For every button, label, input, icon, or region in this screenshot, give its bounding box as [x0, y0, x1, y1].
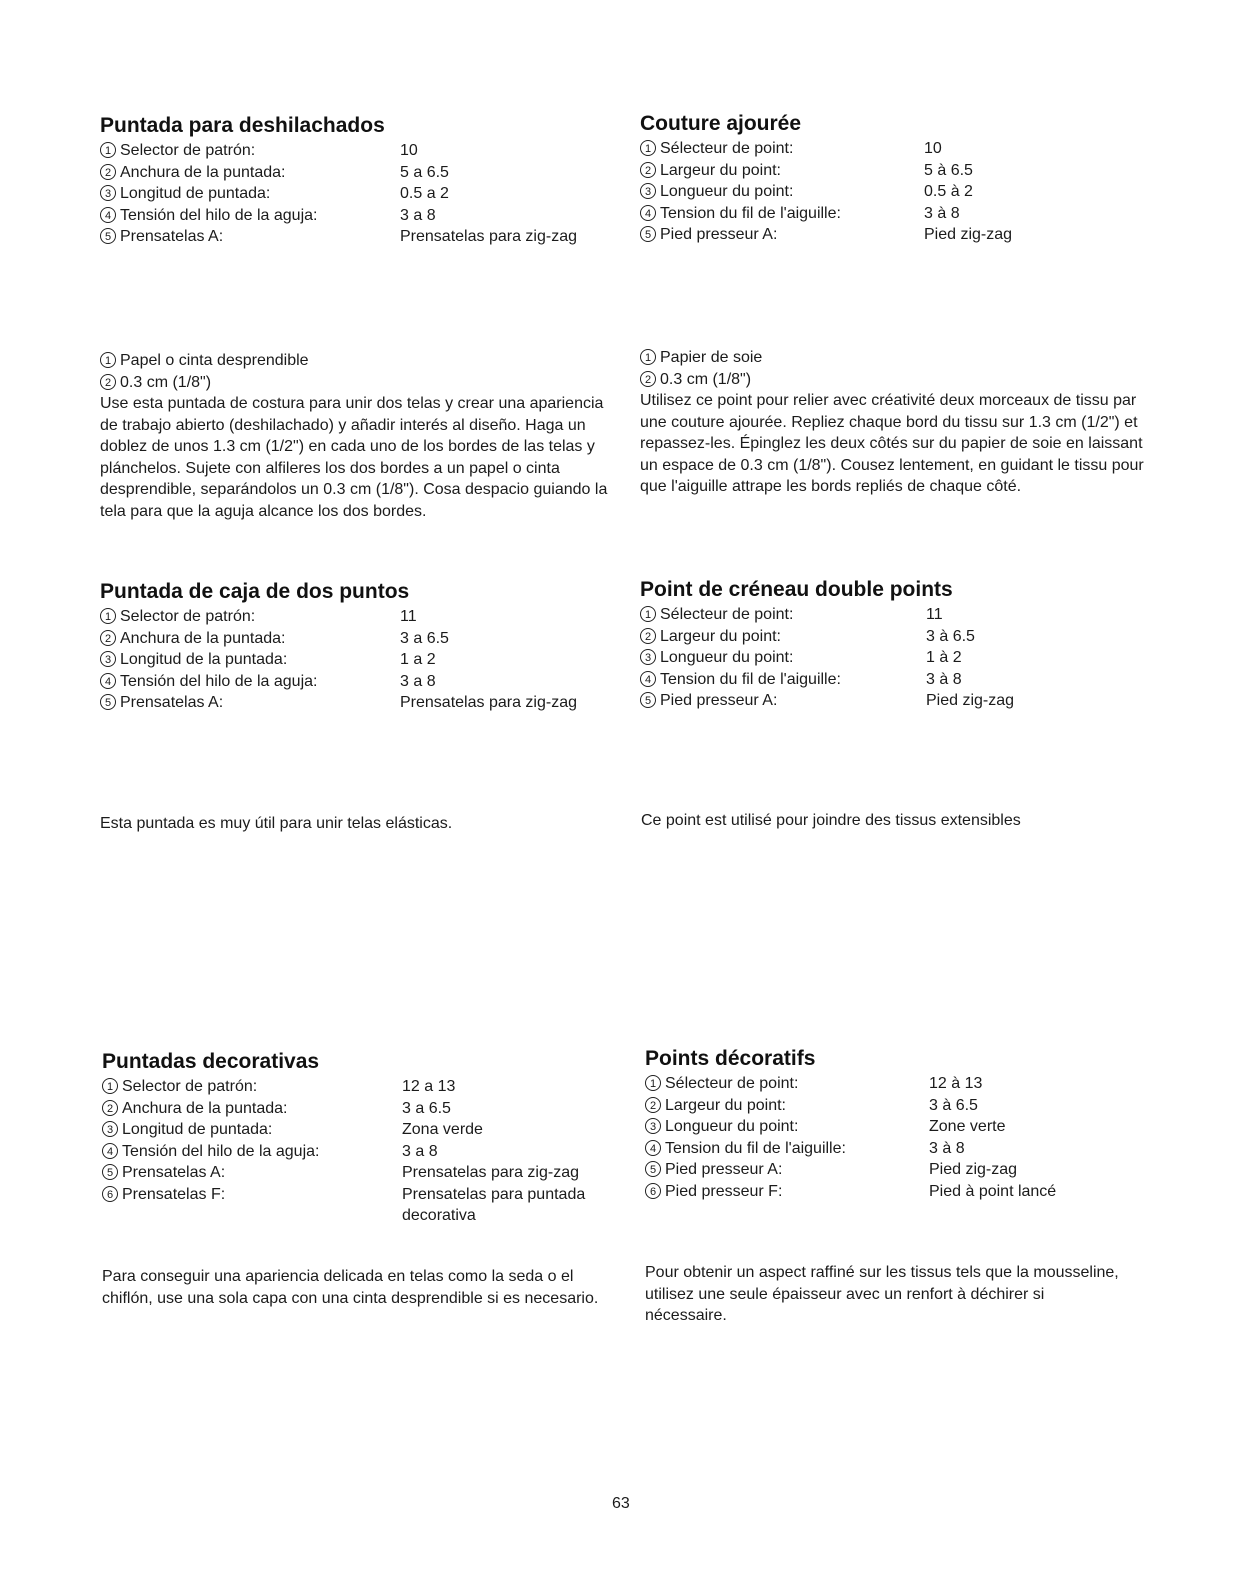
- setting-row: [102, 1162, 622, 1184]
- setting-row: [640, 604, 1160, 626]
- setting-row: [100, 606, 620, 628]
- body-text-es-decorativas: Para conseguir una apariencia delicada en telas como la seda o el chiflón, use una sola capa con una cinta desprendible si es necesario.: [102, 1268, 599, 1307]
- setting-row: [100, 205, 620, 227]
- body-text-fr-decoratifs: Pour obtenir un aspect raffiné sur les tissus tels que la mousseline, utilisez une seule épaisseur avec un renfort à déchirer si nécessaire.: [645, 1264, 1119, 1324]
- setting-value: 3 à 6.5: [929, 1096, 978, 1114]
- circled-number: 2: [645, 1097, 661, 1113]
- setting-row: [640, 669, 1160, 691]
- setting-row: [640, 160, 1160, 182]
- setting-label: Anchura de la puntada:: [120, 629, 286, 647]
- setting-label: Largeur du point:: [665, 1096, 786, 1114]
- setting-value: Pied à point lancé: [929, 1182, 1057, 1200]
- setting-row: [100, 183, 620, 205]
- setting-label: Prensatelas A:: [120, 228, 224, 245]
- note-text: 0.3 cm (1/8"): [120, 373, 212, 391]
- body-text: Utilisez ce point pour relier avec créativité deux morceaux de tissu par une couture ajourée. Repliez chaque bord du tissu sur 1.3 cm (1/2") et repassez-les. Épinglez les deux côtés sur du papier de soie en laissant un espace de 0.3 cm (1/8"). Cousez lentement, en guidant le tissu pour que l'aiguille attrape les bords repliés de chaque côté.: [640, 392, 1144, 495]
- setting-row: [645, 1095, 1165, 1117]
- setting-value: 1 a 2: [400, 651, 436, 668]
- circled-number: 6: [102, 1186, 118, 1202]
- circled-number: 5: [640, 226, 656, 242]
- setting-row: [102, 1184, 622, 1227]
- setting-value: Prensatelas para zig-zag: [400, 228, 577, 245]
- setting-label: Longueur du point:: [660, 649, 794, 666]
- section-title: Points décoratifs: [645, 1047, 816, 1070]
- circled-number: 4: [100, 207, 116, 223]
- notes-list: [640, 347, 1164, 390]
- section-title: Puntada para deshilachados: [100, 114, 385, 137]
- section-fr-decoratifs: [645, 1047, 1165, 1202]
- setting-value: 3 à 8: [929, 1139, 965, 1157]
- setting-value: 12 à 13: [929, 1075, 983, 1092]
- body-text: Use esta puntada de costura para unir dos telas y crear una apariencia de trabajo abierto (deshilachado) y añadir interés al diseño. Haga un doblez de unos 1.3 cm (1/2") en cada uno de los bordes de las telas y plánchelos. Sujete con alfileres los dos bordes a un papel o cinta desprendible, separándolos un 0.3 cm (1/8"). Cosa despacio guiando la tela para que la aguja alcance los dos bordes.: [100, 395, 608, 520]
- setting-row: [640, 626, 1160, 648]
- setting-label: Prensatelas F:: [122, 1185, 226, 1203]
- setting-label: Tension du fil de l'aiguille:: [660, 204, 841, 222]
- setting-label: Pied presseur F:: [665, 1182, 783, 1200]
- circled-number: 2: [640, 371, 656, 387]
- setting-value: 11: [926, 606, 943, 623]
- setting-label: Selector de patrón:: [120, 608, 256, 625]
- circled-number: 5: [645, 1161, 661, 1177]
- settings-list: [640, 604, 1160, 712]
- setting-value: Zone verte: [929, 1118, 1006, 1135]
- settings-list: [640, 138, 1160, 246]
- setting-label: Selector de patrón:: [120, 142, 256, 159]
- note-text: 0.3 cm (1/8"): [660, 370, 752, 388]
- setting-row: [102, 1141, 622, 1163]
- circled-number: 6: [645, 1183, 661, 1199]
- circled-number: 2: [100, 374, 116, 390]
- setting-row: [102, 1076, 622, 1098]
- notes-es-deshilachados: [100, 350, 622, 522]
- setting-label: Tensión del hilo de la aguja:: [120, 206, 318, 224]
- setting-value: 3 a 8: [402, 1142, 438, 1160]
- note-row: [640, 347, 1164, 369]
- setting-row: [645, 1073, 1165, 1095]
- circled-number: 3: [102, 1121, 118, 1137]
- setting-row: [100, 692, 620, 714]
- setting-value: 1 à 2: [926, 649, 962, 666]
- circled-number: 2: [100, 630, 116, 646]
- note-text: Papier de soie: [660, 349, 763, 366]
- setting-value: 3 a 8: [400, 672, 436, 690]
- section-title: Point de créneau double points: [640, 578, 953, 601]
- section-es-deshilachados: [100, 114, 620, 248]
- page-number: 63: [612, 1495, 630, 1512]
- circled-number: 1: [102, 1078, 118, 1094]
- setting-row: [645, 1116, 1165, 1138]
- setting-value: 11: [400, 608, 417, 625]
- body-text-fr-creneau: Ce point est utilisé pour joindre des tissus extensibles: [641, 812, 1021, 829]
- setting-label: Tensión del hilo de la aguja:: [120, 672, 318, 690]
- setting-value: 3 à 8: [926, 670, 962, 688]
- setting-value: Pied zig-zag: [929, 1161, 1018, 1178]
- setting-label: Anchura de la puntada:: [120, 163, 286, 181]
- setting-value: 12 a 13: [402, 1078, 456, 1095]
- setting-value: Pied zig-zag: [924, 226, 1013, 243]
- setting-value: 3 à 6.5: [926, 627, 975, 645]
- circled-number: 2: [640, 628, 656, 644]
- setting-label: Largeur du point:: [660, 161, 781, 179]
- settings-list: [100, 140, 620, 248]
- setting-value: 3 a 6.5: [402, 1099, 451, 1117]
- setting-label: Largeur du point:: [660, 627, 781, 645]
- setting-label: Prensatelas A:: [120, 694, 224, 711]
- setting-value: 0.5 a 2: [400, 185, 449, 202]
- note-row: [100, 350, 622, 372]
- circled-number: 2: [102, 1100, 118, 1116]
- setting-row: [640, 181, 1160, 203]
- circled-number: 3: [640, 649, 656, 665]
- setting-value: Prensatelas para zig-zag: [400, 694, 577, 711]
- settings-list: [102, 1076, 622, 1227]
- setting-row: [640, 138, 1160, 160]
- setting-label: Longitud de puntada:: [122, 1121, 273, 1138]
- note-row: [100, 372, 622, 394]
- setting-label: Sélecteur de point:: [665, 1075, 799, 1092]
- circled-number: 2: [100, 164, 116, 180]
- setting-value: Zona verde: [402, 1121, 483, 1138]
- setting-label: Pied presseur A:: [660, 692, 778, 709]
- setting-label: Pied presseur A:: [665, 1161, 783, 1178]
- setting-value: 3 a 6.5: [400, 629, 449, 647]
- setting-row: [102, 1119, 622, 1141]
- setting-value: 5 a 6.5: [400, 163, 449, 181]
- section-es-decorativas: [102, 1050, 622, 1227]
- circled-number: 5: [640, 692, 656, 708]
- section-es-caja: [100, 580, 620, 714]
- setting-value: 10: [400, 142, 418, 159]
- section-title: Couture ajourée: [640, 112, 802, 135]
- setting-row: [640, 224, 1160, 246]
- setting-label: Longueur du point:: [660, 183, 794, 200]
- circled-number: 1: [100, 608, 116, 624]
- setting-value: 10: [924, 140, 942, 157]
- setting-value: 3 a 8: [400, 206, 436, 224]
- body-text-es-caja: Esta puntada es muy útil para unir telas elásticas.: [100, 815, 453, 832]
- setting-value: Prensatelas para puntada decorativa: [402, 1185, 586, 1224]
- circled-number: 4: [102, 1143, 118, 1159]
- circled-number: 3: [640, 183, 656, 199]
- setting-row: [100, 226, 620, 248]
- circled-number: 1: [640, 140, 656, 156]
- setting-value: 0.5 à 2: [924, 183, 973, 200]
- setting-label: Anchura de la puntada:: [122, 1099, 288, 1117]
- setting-label: Longitud de la puntada:: [120, 651, 288, 668]
- setting-label: Sélecteur de point:: [660, 606, 794, 623]
- setting-label: Sélecteur de point:: [660, 140, 794, 157]
- circled-number: 5: [102, 1164, 118, 1180]
- circled-number: 1: [100, 352, 116, 368]
- section-fr-ajouree: [640, 112, 1160, 246]
- setting-row: [645, 1159, 1165, 1181]
- setting-row: [640, 647, 1160, 669]
- setting-value: 5 à 6.5: [924, 161, 973, 179]
- notes-list: [100, 350, 622, 393]
- circled-number: 1: [640, 349, 656, 365]
- setting-value: 3 à 8: [924, 204, 960, 222]
- setting-row: [102, 1098, 622, 1120]
- setting-label: Tension du fil de l'aiguille:: [660, 670, 841, 688]
- circled-number: 4: [645, 1140, 661, 1156]
- setting-label: Tensión del hilo de la aguja:: [122, 1142, 320, 1160]
- setting-row: [100, 140, 620, 162]
- section-title: Puntadas decorativas: [102, 1050, 320, 1073]
- setting-value: Prensatelas para zig-zag: [402, 1164, 579, 1181]
- circled-number: 3: [100, 185, 116, 201]
- circled-number: 1: [640, 606, 656, 622]
- note-row: [640, 369, 1164, 391]
- setting-row: [100, 649, 620, 671]
- setting-row: [100, 162, 620, 184]
- setting-row: [640, 690, 1160, 712]
- setting-label: Prensatelas A:: [122, 1164, 226, 1181]
- circled-number: 3: [100, 651, 116, 667]
- circled-number: 1: [645, 1075, 661, 1091]
- setting-row: [645, 1181, 1165, 1203]
- notes-fr-ajouree: [640, 347, 1164, 498]
- circled-number: 5: [100, 694, 116, 710]
- circled-number: 1: [100, 142, 116, 158]
- setting-label: Tension du fil de l'aiguille:: [665, 1139, 846, 1157]
- section-fr-creneau: [640, 578, 1160, 712]
- setting-label: Longueur du point:: [665, 1118, 799, 1135]
- setting-row: [100, 628, 620, 650]
- circled-number: 4: [640, 205, 656, 221]
- setting-row: [640, 203, 1160, 225]
- setting-label: Longitud de puntada:: [120, 185, 271, 202]
- note-text: Papel o cinta desprendible: [120, 352, 309, 369]
- circled-number: 5: [100, 228, 116, 244]
- settings-list: [100, 606, 620, 714]
- setting-row: [100, 671, 620, 693]
- setting-value: Pied zig-zag: [926, 692, 1015, 709]
- setting-label: Pied presseur A:: [660, 226, 778, 243]
- circled-number: 4: [640, 671, 656, 687]
- setting-row: [645, 1138, 1165, 1160]
- setting-label: Selector de patrón:: [122, 1078, 258, 1095]
- circled-number: 3: [645, 1118, 661, 1134]
- section-title: Puntada de caja de dos puntos: [100, 580, 410, 603]
- circled-number: 2: [640, 162, 656, 178]
- settings-list: [645, 1073, 1165, 1202]
- circled-number: 4: [100, 673, 116, 689]
